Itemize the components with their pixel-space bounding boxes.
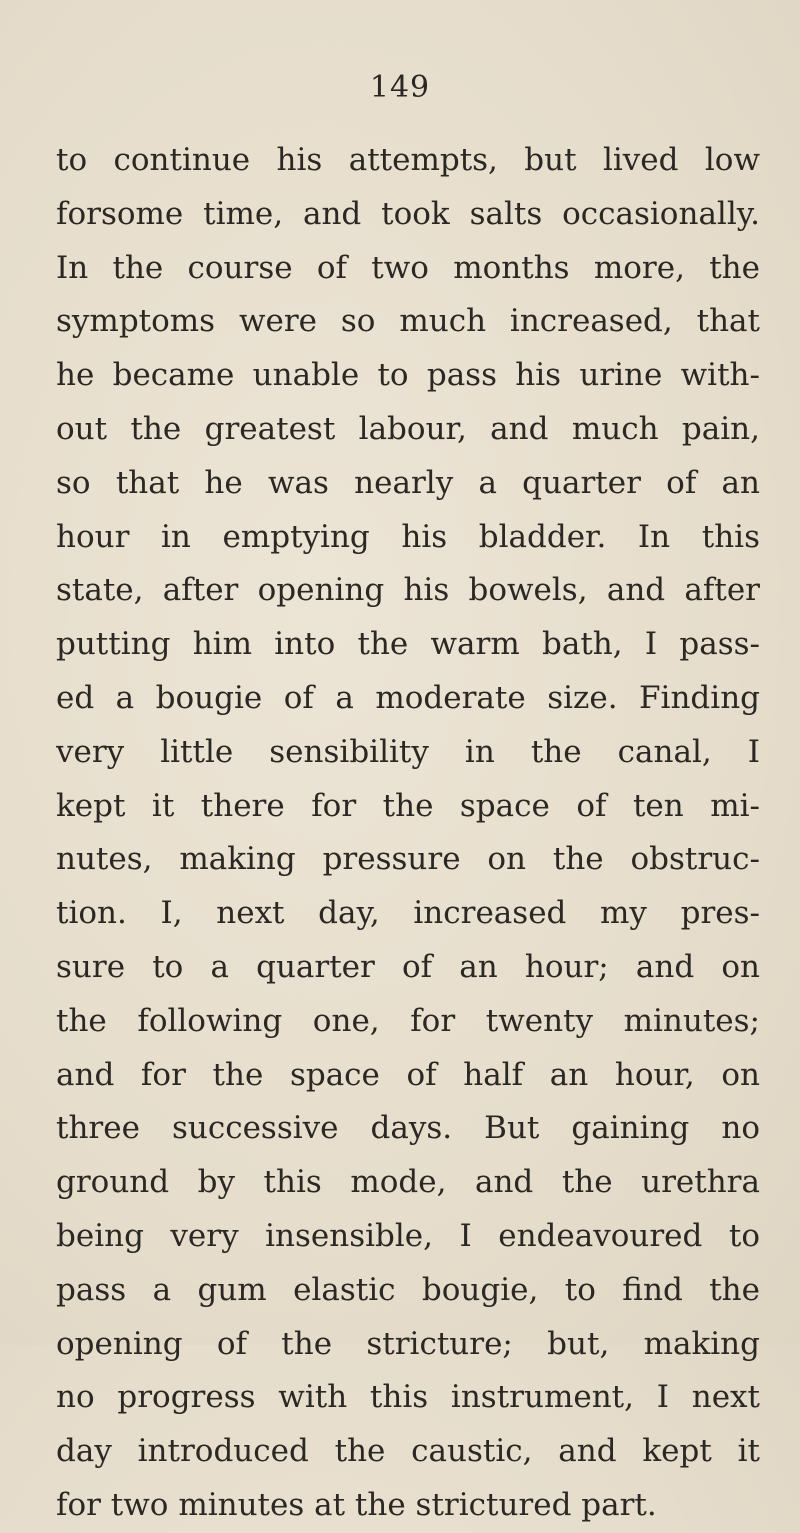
text-line: day introduced the caustic, and kept it: [56, 1433, 760, 1470]
text-line: for two minutes at the strictured part.: [56, 1486, 657, 1523]
text-line: very little sensibility in the canal, I: [56, 733, 760, 770]
text-line: nutes, making pressure on the obstruc-: [56, 841, 760, 878]
text-line: to continue his attempts, but lived low: [56, 142, 760, 178]
text-line: the following one, for twenty minutes;: [56, 1002, 760, 1039]
text-line: out the greatest labour, and much pain,: [56, 410, 760, 447]
text-line: In the course of two months more, the: [56, 249, 760, 286]
text-line: three successive days. But gaining no: [56, 1110, 760, 1147]
text-line: pass a gum elastic bougie, to find the: [56, 1271, 760, 1308]
text-line: symptoms were so much increased, that: [56, 303, 760, 340]
text-line: so that he was nearly a quarter of an: [56, 464, 760, 501]
text-line: he became unable to pass his urine with-: [56, 357, 760, 394]
text-line: state, after opening his bowels, and after: [56, 572, 760, 609]
text-line: sure to a quarter of an hour; and on: [56, 948, 760, 985]
text-line: kept it there for the space of ten mi-: [56, 787, 760, 824]
text-line: hour in emptying his bladder. In this: [56, 518, 760, 555]
text-line: forsome time, and took salts occasionally.: [56, 195, 760, 232]
page-number: 149: [369, 70, 431, 105]
text-line: ed a bougie of a moderate size. Finding: [56, 679, 760, 716]
text-line: and for the space of half an hour, on: [56, 1056, 760, 1093]
text-line: opening of the stricture; but, making: [56, 1325, 760, 1362]
text-line: putting him into the warm bath, I pass-: [56, 626, 760, 663]
text-line: no progress with this instrument, I next: [56, 1379, 760, 1416]
text-line: ground by this mode, and the urethra: [56, 1164, 760, 1201]
body-text: [56, 134, 760, 1533]
text-line: tion. I, next day, increased my pres-: [56, 895, 760, 932]
text-line: being very insensible, I endeavoured to: [56, 1217, 760, 1254]
